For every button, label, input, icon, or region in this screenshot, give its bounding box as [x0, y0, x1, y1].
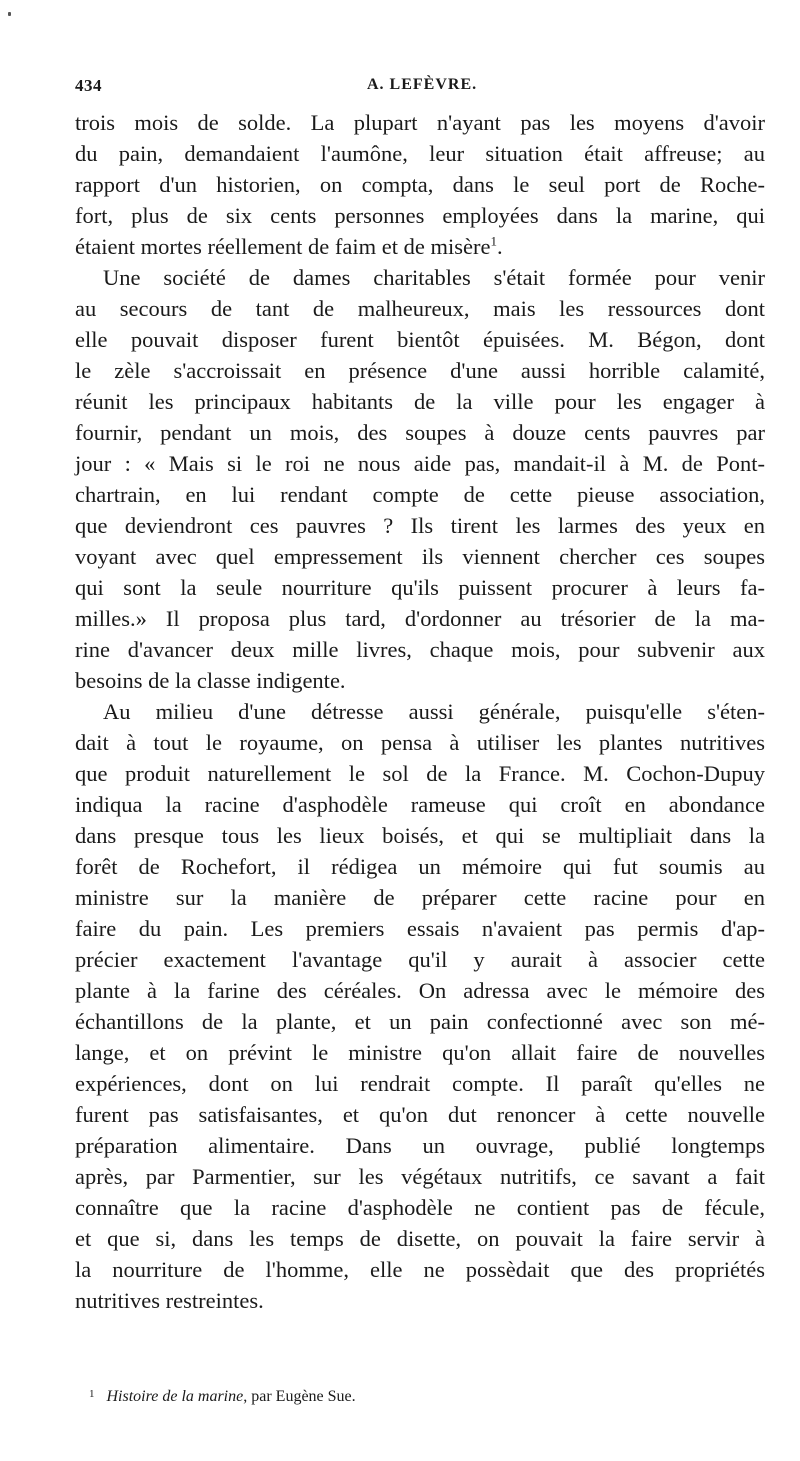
text-line	[75, 231, 765, 262]
running-head: A. LEFÈVRE.	[367, 76, 478, 93]
text-line: dait à tout le royaume, on pensa à utiliser les plantes nutritives	[75, 730, 765, 755]
text-line: la nourriture de l'homme, elle ne possèdait que des propriétés	[75, 1257, 765, 1282]
text-line: dans presque tous les lieux boisés, et qui se multipliait dans la	[75, 823, 765, 848]
text-line: échantillons de la plante, et un pain confectionné avec son mé-	[75, 1009, 765, 1034]
text-line: chartrain, en lui rendant compte de cette pieuse association,	[75, 482, 765, 507]
text-line: faire du pain. Les premiers essais n'avaient pas permis d'ap-	[75, 916, 765, 941]
paragraph	[75, 262, 765, 696]
paragraph	[75, 696, 765, 1316]
text-line: Une société de dames charitables s'était formée pour venir	[103, 265, 765, 290]
page-number: 434	[75, 76, 102, 95]
text-line: que deviendront ces pauvres ? Ils tirent les larmes des yeux en	[75, 513, 765, 538]
text-line: rapport d'un historien, on compta, dans le seul port de Roche-	[75, 172, 765, 197]
line-tail: .	[496, 234, 503, 259]
body-text	[75, 107, 765, 1316]
text-line: le zèle s'accroissait en présence d'une aussi horrible calamité,	[75, 358, 765, 383]
text-line: milles.» Il proposa plus tard, d'ordonner au trésorier de la ma-	[75, 606, 765, 631]
text-line: préparation alimentaire. Dans un ouvrage, publié longtemps	[75, 1133, 765, 1158]
text-line: ministre sur la manière de préparer cette racine pour en	[75, 885, 765, 910]
text-line: elle pouvait disposer furent bientôt épuisées. M. Bégon, dont	[75, 327, 765, 352]
text-line: réunit les principaux habitants de la ville pour les engager à	[75, 389, 765, 414]
footnote-title: Histoire de la marine	[106, 1388, 244, 1405]
footnote	[89, 1388, 356, 1406]
text-line: besoins de la classe indigente.	[75, 668, 346, 693]
text-line: que produit naturellement le sol de la France. M. Cochon-Dupuy	[75, 761, 765, 786]
text-line: au secours de tant de malheureux, mais les ressources dont	[75, 296, 765, 321]
text-line: lange, et on prévint le ministre qu'on allait faire de nouvelles	[75, 1040, 765, 1065]
text-line: indiqua la racine d'asphodèle rameuse qui croît en abondance	[75, 792, 765, 817]
scan-speck	[8, 12, 11, 16]
line-text: étaient mortes réellement de faim et de misère	[75, 234, 491, 259]
text-line: furent pas satisfaisantes, et qu'on dut renoncer à cette nouvelle	[75, 1102, 765, 1127]
footnote-text: , par Eugène Sue.	[243, 1388, 356, 1405]
text-line: voyant avec quel empressement ils viennent chercher ces soupes	[75, 544, 765, 569]
text-line: plante à la farine des céréales. On adressa avec le mémoire des	[75, 978, 765, 1003]
text-line: fort, plus de six cents personnes employées dans la marine, qui	[75, 203, 765, 228]
text-line: après, par Parmentier, sur les végétaux nutritifs, ce savant a fait	[75, 1164, 765, 1189]
text-line: nutritives restreintes.	[75, 1288, 264, 1313]
text-line: trois mois de solde. La plupart n'ayant pas les moyens d'avoir	[75, 110, 765, 135]
text-line: rine d'avancer deux mille livres, chaque mois, pour subvenir aux	[75, 637, 765, 662]
page-header	[75, 76, 755, 100]
text-line: connaître que la racine d'asphodèle ne contient pas de fécule,	[75, 1195, 765, 1220]
text-line: qui sont la seule nourriture qu'ils puissent procurer à leurs fa-	[75, 575, 765, 600]
footnote-number: 1	[89, 1388, 95, 1400]
text-line: précier exactement l'avantage qu'il y aurait à associer cette	[75, 947, 765, 972]
text-line: Au milieu d'une détresse aussi générale, puisqu'elle s'éten-	[103, 699, 765, 724]
text-line: forêt de Rochefort, il rédigea un mémoire qui fut soumis au	[75, 854, 765, 879]
text-line: et que si, dans les temps de disette, on pouvait la faire servir à	[75, 1226, 765, 1251]
text-line: jour : « Mais si le roi ne nous aide pas, mandait-il à M. de Pont-	[75, 451, 765, 476]
text-line: du pain, demandaient l'aumône, leur situation était affreuse; au	[75, 141, 765, 166]
text-line: fournir, pendant un mois, des soupes à douze cents pauvres par	[75, 420, 765, 445]
text-line: expériences, dont on lui rendrait compte. Il paraît qu'elles ne	[75, 1071, 765, 1096]
footnote-reference: 1	[490, 233, 497, 249]
paragraph	[75, 107, 765, 262]
